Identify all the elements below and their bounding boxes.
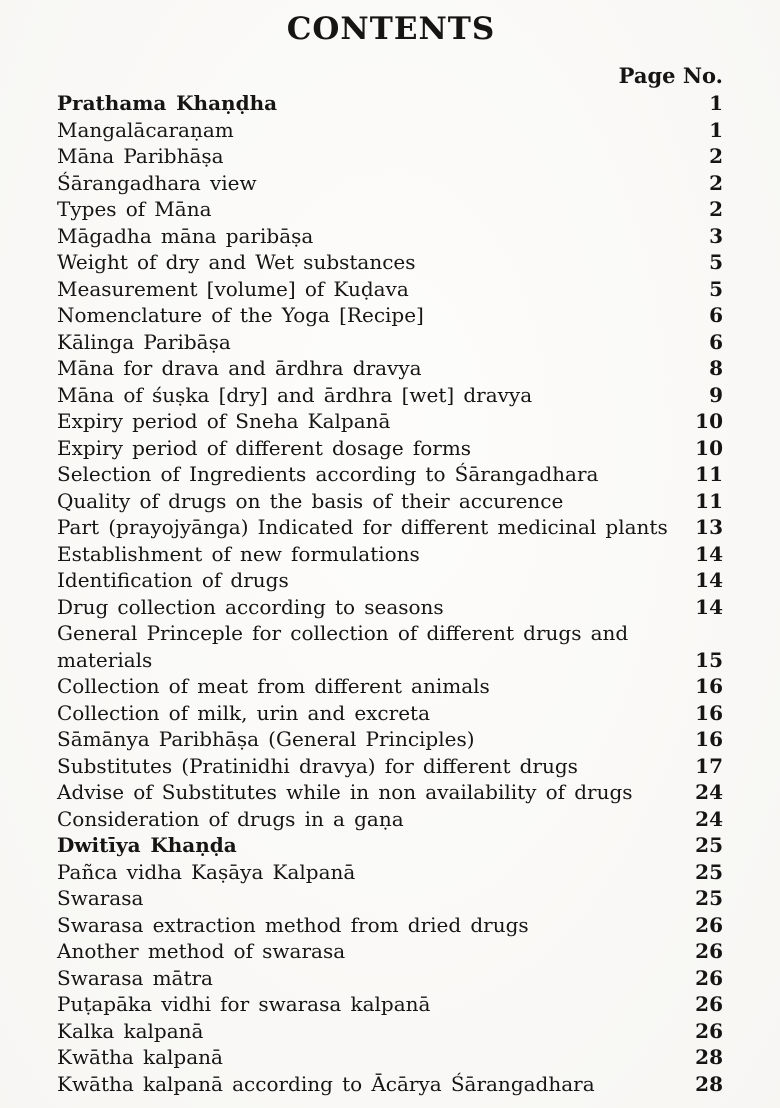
toc-row (57, 912, 725, 939)
toc-row (57, 938, 725, 965)
toc-row (57, 435, 725, 462)
toc-entry-label: Swarasa extraction method from dried drugs (57, 912, 529, 937)
toc-row (57, 408, 725, 435)
toc-row (57, 859, 725, 886)
toc-entry-page-number: 6 (709, 329, 723, 354)
toc-row (57, 885, 725, 912)
toc-row (57, 249, 725, 276)
toc-row (57, 567, 725, 594)
toc-entry-page-number: 9 (709, 382, 723, 407)
toc-row (57, 329, 725, 356)
toc-entry-label: Identification of drugs (57, 568, 289, 592)
toc-entry-page-number: 17 (695, 753, 723, 778)
toc-entry-page-number: 26 (695, 992, 723, 1016)
toc-entry-page-number: 5 (709, 250, 723, 274)
toc-row (57, 779, 725, 806)
toc-entry-label: Kwātha kalpanā according to Ācārya Śārangadhara (57, 1071, 595, 1096)
toc-entry-page-number: 13 (695, 515, 723, 539)
toc-row (57, 673, 725, 700)
toc-row (57, 991, 725, 1018)
toc-entry-page-number: 26 (695, 1018, 723, 1043)
toc-row (57, 170, 725, 197)
toc-entry-label: Māna Paribhāṣa (57, 144, 224, 168)
toc-entry-label: Establishment of new formulations (57, 541, 420, 566)
toc-entry-label: General Princeple for collection of different drugs and materials (57, 621, 629, 672)
toc-row (57, 143, 725, 170)
toc-entry-page-number: 24 (695, 806, 723, 831)
page-title: CONTENTS (286, 11, 496, 47)
toc-row (57, 620, 725, 673)
toc-entry-page-number: 25 (695, 886, 723, 910)
toc-row (57, 223, 725, 250)
toc-row (57, 700, 725, 727)
toc-entry-label: Advise of Substitutes while in non availability of drugs (57, 780, 633, 804)
toc-row (57, 726, 725, 753)
toc-entry-page-number: 28 (695, 1045, 723, 1069)
toc-entry-page-number: 26 (695, 939, 723, 963)
toc-entry-label: Quality of drugs on the basis of their accurence (57, 488, 564, 513)
toc-entry-label: Nomenclature of the Yoga [Recipe] (57, 303, 424, 327)
toc-entry-page-number: 28 (695, 1071, 723, 1096)
toc-entry-page-number: 14 (695, 568, 723, 592)
toc-row (57, 276, 725, 303)
toc-entry-label: Kalka kalpanā (57, 1018, 204, 1043)
toc-row (57, 832, 725, 859)
toc-entry-page-number: 1 (709, 91, 723, 115)
toc-entry-label: Measurement [volume] of Kuḍava (57, 276, 409, 301)
toc-entry-label: Śārangadhara view (57, 170, 257, 195)
toc-entry-label: Another method of swarasa (57, 939, 346, 963)
toc-row (57, 965, 725, 992)
toc-entry-page-number: 11 (695, 488, 723, 513)
toc-entry-label: Kālinga Paribāṣa (57, 329, 231, 354)
toc-entry-label: Swarasa (57, 886, 144, 910)
toc-entry-page-number: 16 (695, 700, 723, 725)
toc-entry-page-number: 8 (709, 356, 723, 380)
toc-entry-label: Prathama Khaṇḍha (57, 91, 278, 115)
toc-row (57, 1044, 725, 1071)
toc-row (57, 461, 725, 488)
toc-entry-label: Māna for drava and ārdhra dravya (57, 356, 422, 380)
toc-entry-page-number: 3 (709, 223, 723, 248)
toc-entry-page-number: 25 (695, 833, 723, 857)
toc-entry-page-number: 5 (709, 276, 723, 301)
toc-entry-page-number: 14 (695, 541, 723, 566)
toc-entry-label: Puṭapāka vidhi for swarasa kalpanā (57, 992, 431, 1016)
toc-entry-label: Weight of dry and Wet substances (57, 250, 416, 274)
toc-entry-page-number: 2 (709, 144, 723, 168)
toc-entry-label: Collection of meat from different animals (57, 674, 490, 698)
toc-entry-label: Part (prayojyānga) Indicated for different medicinal plants (57, 515, 668, 539)
toc-entry-label: Expiry period of Sneha Kalpanā (57, 409, 391, 433)
toc-rows (57, 90, 725, 1097)
toc-entry-label: Substitutes (Pratinidhi dravya) for different drugs (57, 753, 578, 778)
toc-entry-page-number: 2 (709, 197, 723, 221)
toc-row (57, 355, 725, 382)
toc-row (57, 90, 725, 117)
toc-entry-page-number: 25 (695, 859, 723, 884)
toc-entry-label: Kwātha kalpanā (57, 1045, 223, 1069)
toc-entry-label: Dwitīya Khaṇḍa (57, 833, 237, 857)
toc-entry-label: Types of Māna (57, 197, 212, 221)
toc-entry-label: Swarasa mātra (57, 965, 213, 990)
toc-entry-page-number: 16 (695, 727, 723, 751)
toc-entry-label: Collection of milk, urin and excreta (57, 700, 430, 725)
toc-entry-label: Expiry period of different dosage forms (57, 435, 472, 460)
toc-entry-label: Sāmānya Paribhāṣa (General Principles) (57, 727, 475, 751)
toc-row (57, 382, 725, 409)
toc-entry-page-number: 14 (695, 594, 723, 619)
toc-row (57, 488, 725, 515)
toc-row (57, 1071, 725, 1098)
toc-entry-label: Māgadha māna paribāṣa (57, 223, 314, 248)
toc-entry-label: Pañca vidha Kaṣāya Kalpanā (57, 859, 356, 884)
toc-entry-page-number: 11 (695, 462, 723, 486)
toc-entry-label: Consideration of drugs in a gaṇa (57, 806, 404, 831)
toc-row (57, 196, 725, 223)
toc-row (57, 541, 725, 568)
toc-entry-label: Drug collection according to seasons (57, 594, 444, 619)
toc-row (57, 302, 725, 329)
toc-entry-label: Selection of Ingredients according to Śārangadhara (57, 462, 599, 486)
toc-entry-page-number: 10 (695, 409, 723, 433)
toc-entry-label: Mangalācaraṇam (57, 117, 234, 142)
toc-entry-page-number: 26 (695, 965, 723, 990)
toc-entry-page-number: 16 (695, 674, 723, 698)
toc-entry-page-number: 15 (695, 647, 723, 672)
toc-row (57, 806, 725, 833)
toc-row (57, 594, 725, 621)
toc-entry-page-number: 6 (709, 303, 723, 327)
toc-entry-label: Māna of śuṣka [dry] and ārdhra [wet] dravya (57, 382, 533, 407)
toc-row (57, 1018, 725, 1045)
toc-entry-page-number: 10 (695, 435, 723, 460)
toc-row (57, 117, 725, 144)
toc-row (57, 753, 725, 780)
toc-entry-page-number: 24 (695, 780, 723, 804)
toc-entry-page-number: 2 (709, 170, 723, 195)
toc-entry-page-number: 26 (695, 912, 723, 937)
page-no-column-header: Page No. (618, 63, 723, 88)
toc-entry-page-number: 1 (709, 117, 723, 142)
toc-row (57, 514, 725, 541)
